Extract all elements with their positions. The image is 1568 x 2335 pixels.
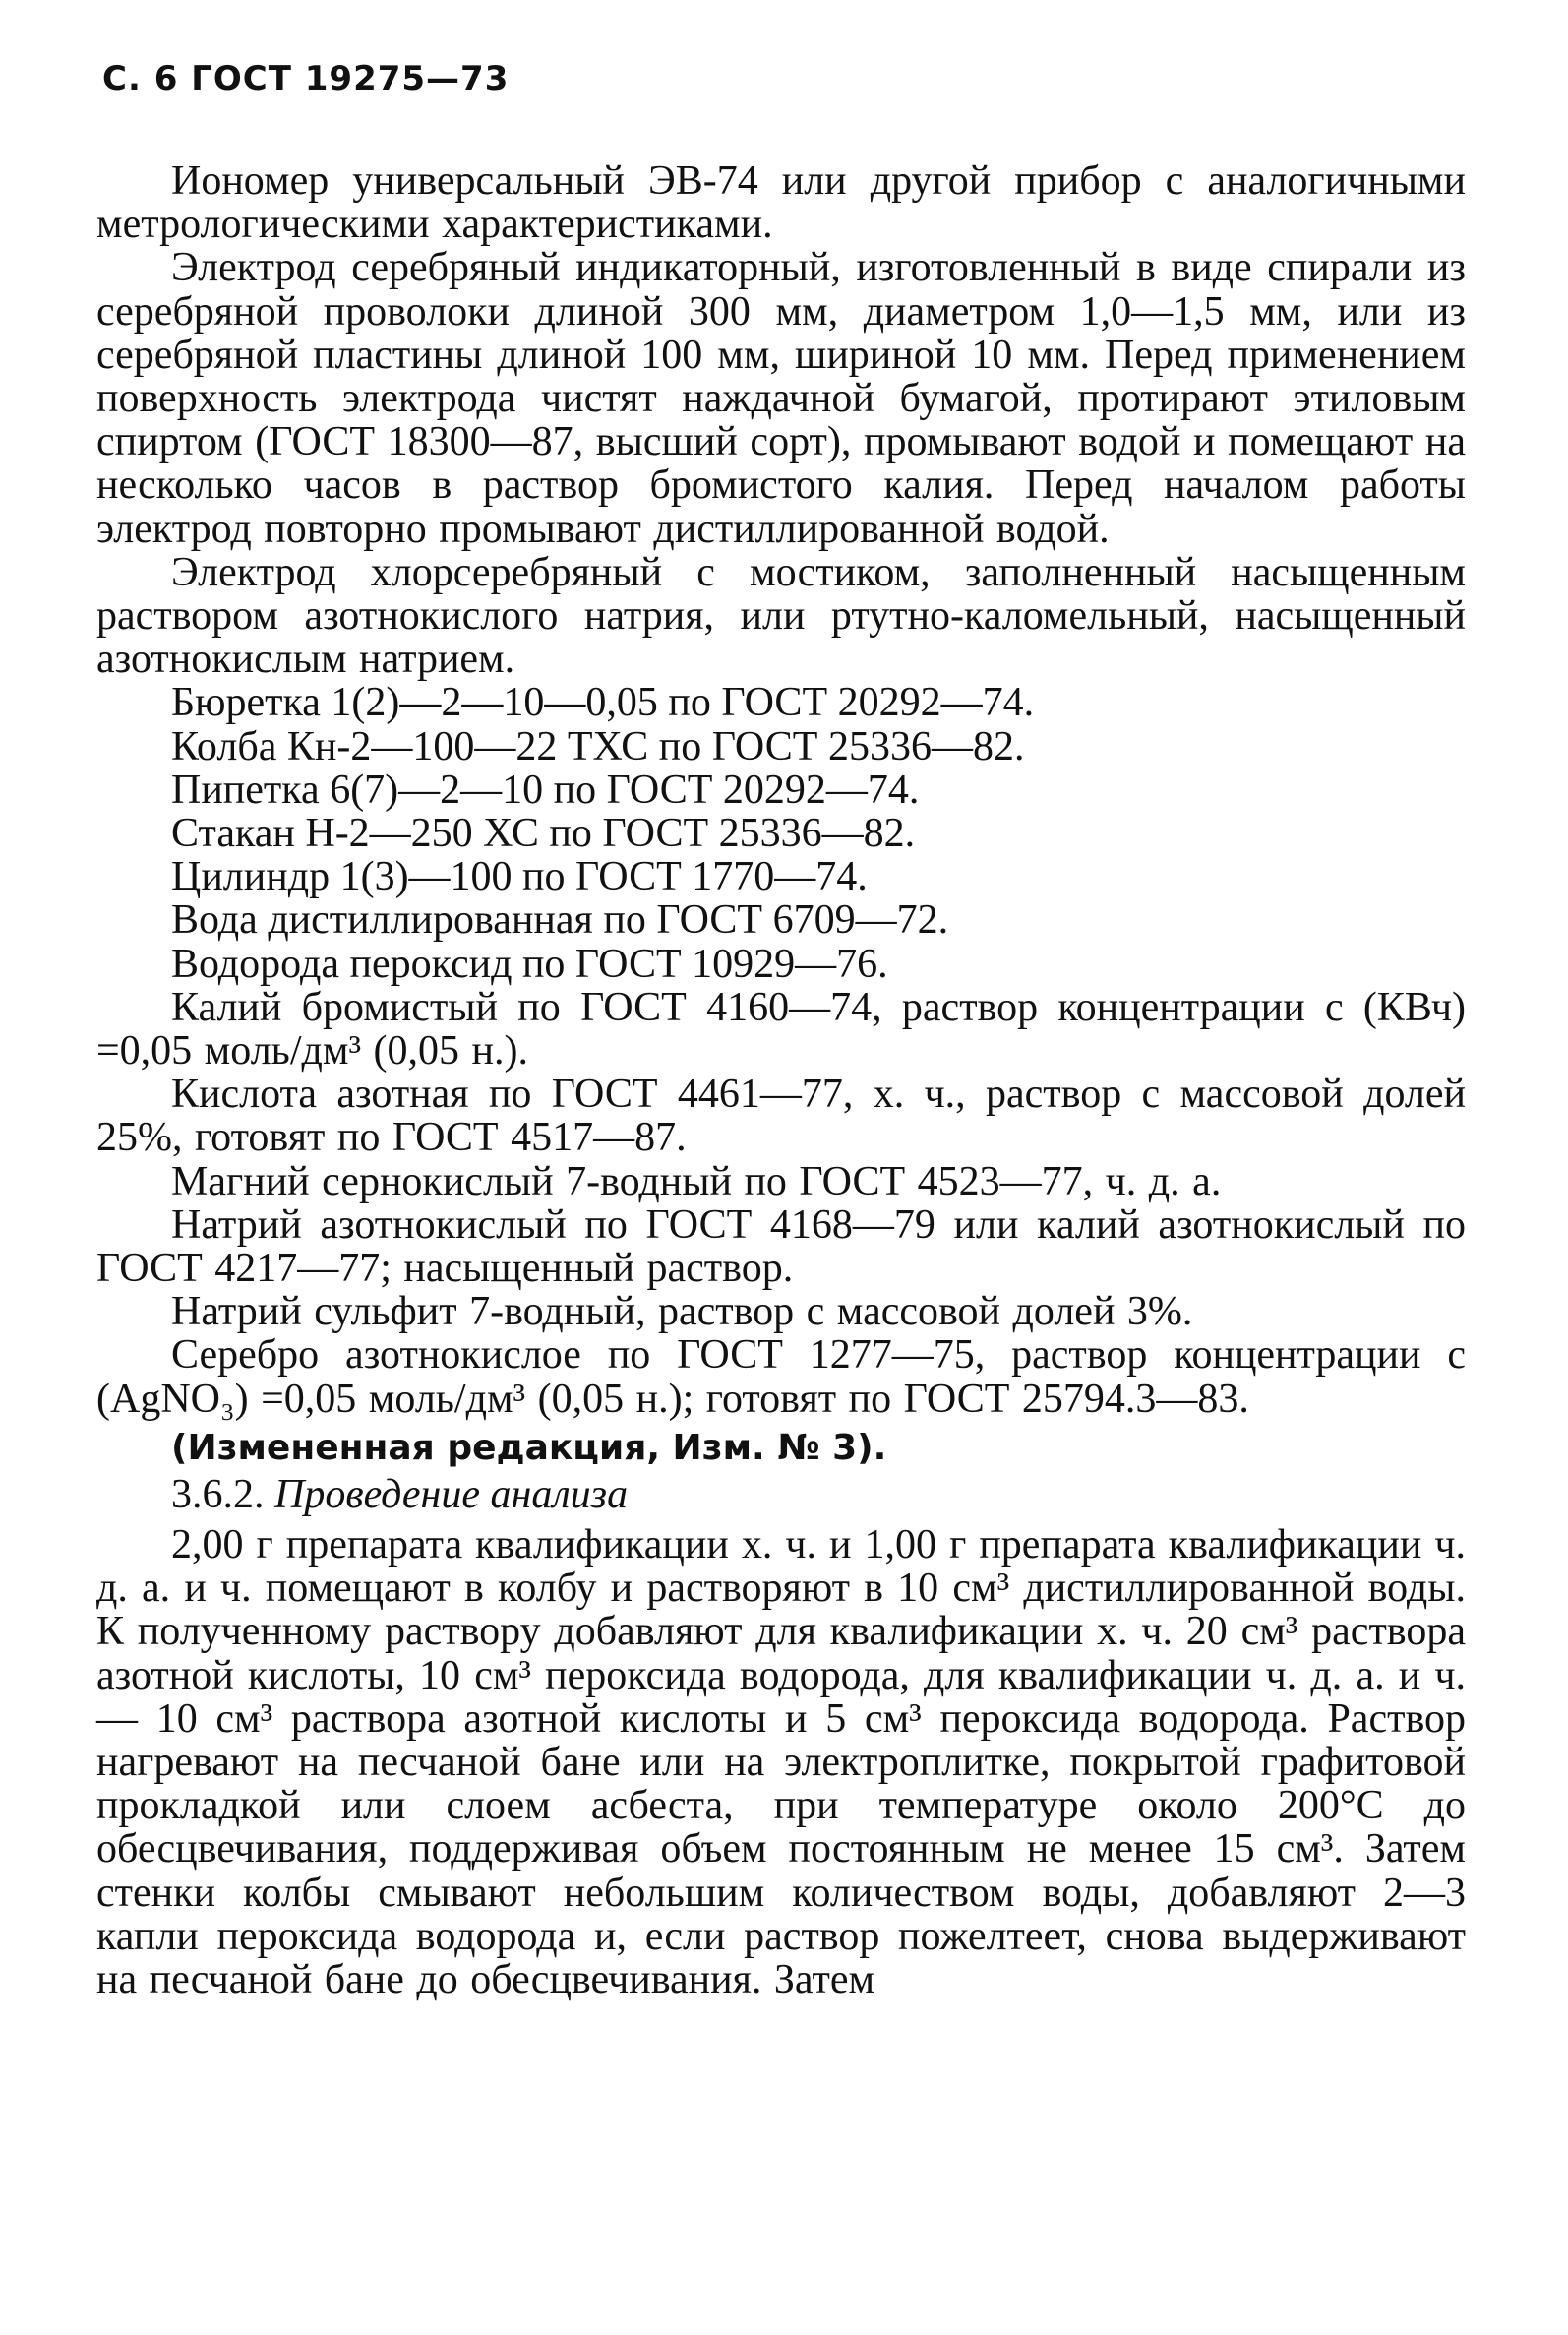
reagent-nitric-acid: Кислота азотная по ГОСТ 4461—77, х. ч., раствор с массовой долей 25%, готовят по ГОСТ 4517—87. [96, 1072, 1466, 1161]
page-header: С. 6 ГОСТ 19275—73 [102, 59, 510, 98]
reagent-potassium-bromide: Калий бромистый по ГОСТ 4160—74, раствор концентрации с (КВч) =0,05 моль/дм³ (0,05 н.). [96, 984, 1466, 1075]
paragraph-silver-electrode: Электрод серебряный индикаторный, изготовленный в виде спирали из серебряной проволоки длиной 300 мм, диаметром 1,0—1,5 мм, или из серебряной пластины длиной 100 мм, шириной 10 мм. Перед применением поверхность электрода чистят наждачной бумагой, протирают этиловым спиртом (ГОСТ 18300—87, высший сорт), промывают водой и помещают на несколько часов в раствор бромистого калия. Перед началом работы электрод повторно промывают дистиллированной водой. [96, 245, 1466, 552]
reagent-silver-nitrate: Серебро азотнокислое по ГОСТ 1277—75, раствор концентрации с (AgNO₃) =0,05 моль/дм³ (0,05 н.); готовят по ГОСТ 25794.3—83. [96, 1332, 1466, 1422]
paragraph-ionomer: Иономер универсальный ЭВ-74 или другой прибор с аналогичными метрологическими характеристиками. [96, 158, 1466, 248]
document-page [96, 59, 1466, 2001]
equipment-item-burette: Бюретка 1(2)—2—10—0,05 по ГОСТ 20292—74. [171, 680, 1035, 726]
equipment-item-flask: Колба Кн-2—100—22 ТХС по ГОСТ 25336—82. [171, 723, 1025, 769]
equipment-item-pipette: Пипетка 6(7)—2—10 по ГОСТ 20292—74. [171, 767, 920, 813]
section-heading [171, 1472, 1466, 1517]
equipment-item-beaker: Стакан Н-2—250 ХС по ГОСТ 25336—82. [171, 811, 916, 857]
amendment-note: (Измененная редакция, Изм. № 3). [171, 1427, 887, 1468]
procedure-paragraph: 2,00 г препарата квалификации х. ч. и 1,00 г препарата квалификации ч. д. а. и ч. помещают в колбу и растворяют в 10 см³ дистиллированной воды. К полученному раствору добавляют для квалификации х. ч. 20 см³ раствора азотной кислоты, 10 см³ пероксида водорода, для квалификации ч. д. а. и ч. — 10 см³ раствора азотной кислоты и 5 см³ пероксида водорода. Раствор нагревают на песчаной бане или на электроплитке, покрытой графитовой прокладкой или слоем асбеста, при температуре около 200°С до обесцвечивания, поддерживая объем постоянным не менее 15 см³. Затем стенки колбы смывают небольшим количеством воды, добавляют 2—3 капли пероксида водорода и, если раствор пожелтеет, снова выдерживают на песчаной бане до обесцвечивания. Затем [96, 1521, 1466, 2002]
reagent-sodium-sulfite: Натрий сульфит 7-водный, раствор с массовой долей 3%. [171, 1289, 1193, 1335]
section-title: Проведение анализа [274, 1471, 629, 1517]
reagent-item-peroxide: Водорода пероксид по ГОСТ 10929—76. [171, 941, 888, 987]
paragraph-reference-electrode: Электрод хлорсеребряный с мостиком, заполненный насыщенным раствором азотнокислого натрия, или ртутно-каломельный, насыщенный азотнокислым натрием. [96, 549, 1466, 683]
equipment-item-cylinder: Цилиндр 1(3)—100 по ГОСТ 1770—74. [171, 854, 868, 900]
reagent-sodium-nitrate: Натрий азотнокислый по ГОСТ 4168—79 или калий азотнокислый по ГОСТ 4217—77; насыщенный раствор. [96, 1201, 1466, 1292]
reagent-magnesium-sulfate: Магний сернокислый 7-водный по ГОСТ 4523—77, ч. д. а. [171, 1158, 1222, 1204]
reagent-item-water: Вода дистиллированная по ГОСТ 6709—72. [171, 897, 949, 944]
section-number: 3.6.2. [171, 1471, 265, 1517]
